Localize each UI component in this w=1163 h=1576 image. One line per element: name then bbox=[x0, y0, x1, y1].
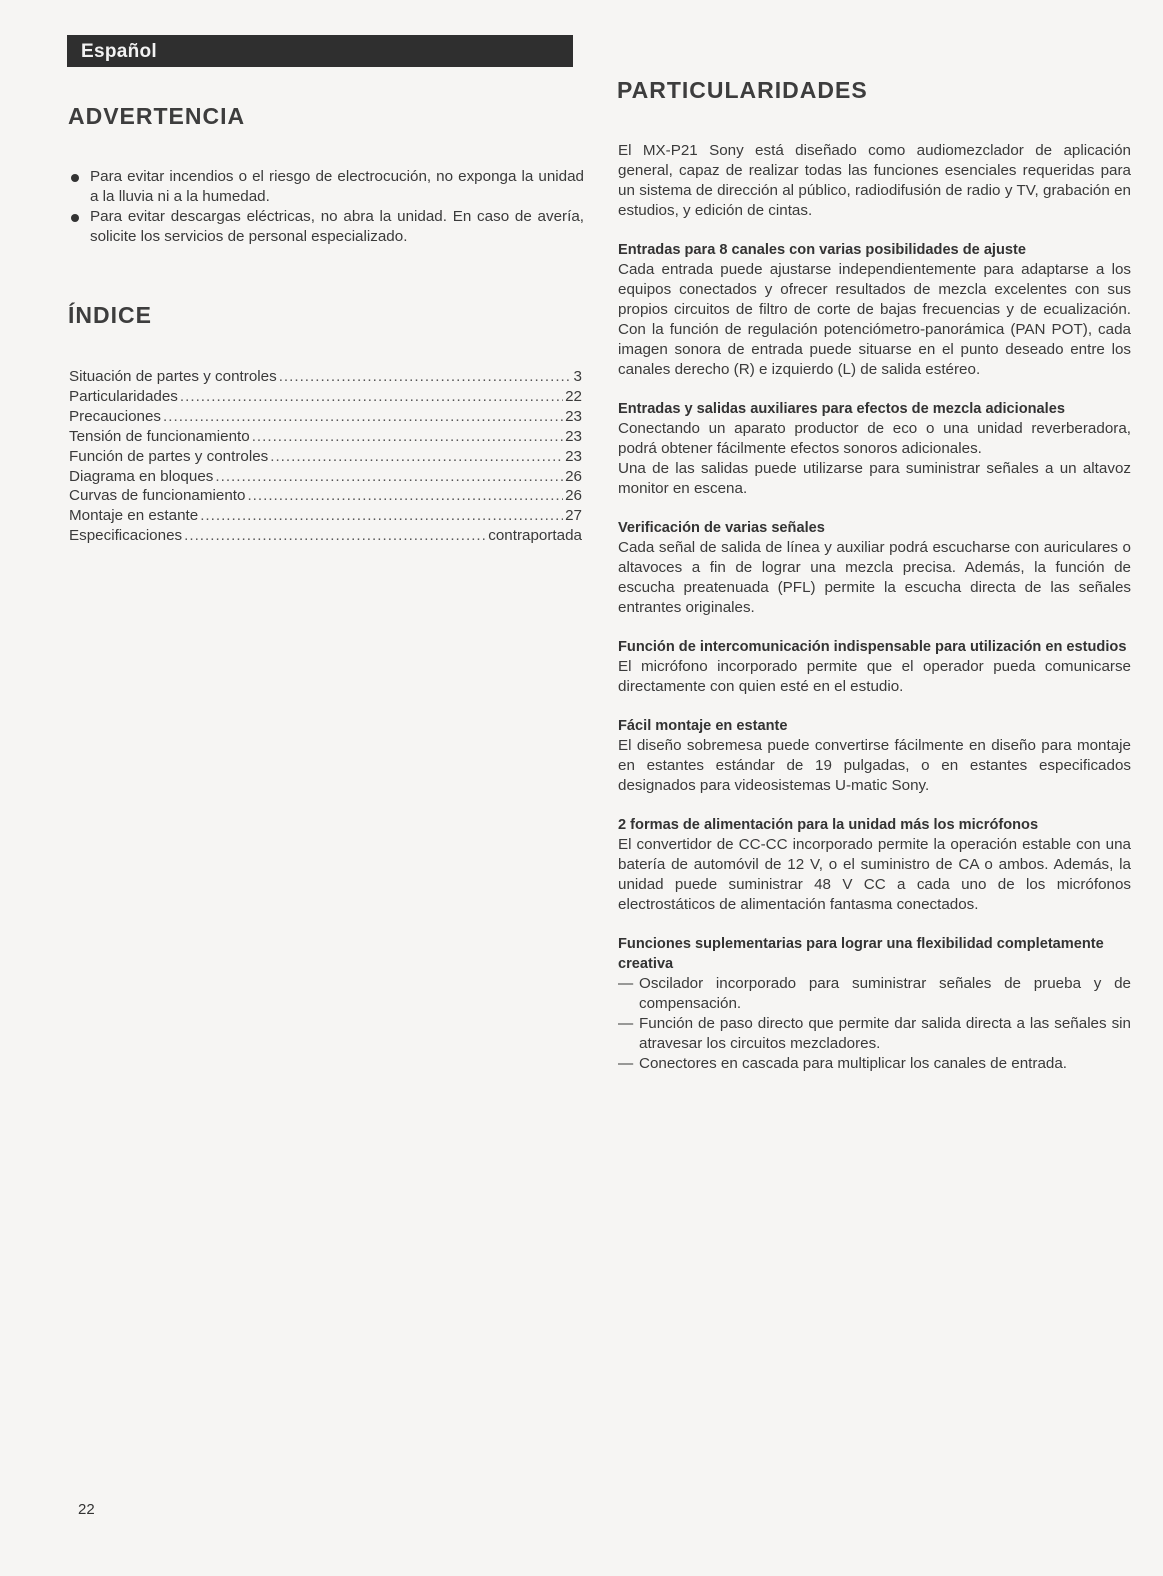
toc-entry[interactable] bbox=[69, 387, 582, 407]
feature-body: Conectando un aparato productor de eco o una unidad reverberadora, podrá obtener fácilmente efectos sonoros adicionales. bbox=[618, 420, 1131, 457]
feature-body: Cada entrada puede ajustarse independientemente para adaptarse a los equipos conectados y ofrecer resultados de mezcla excelentes con sus propios circuitos de filtro de corte de bajas frecuencias y de ecualización. Con la función de regulación potenciómetro-panorámica (PAN POT), cada imagen sonora de entrada puede situarse en el punto deseado entre los canales derecho (R) e izquierdo (L) de salida estéreo. bbox=[618, 261, 1131, 378]
toc-label: Diagrama en bloques bbox=[69, 467, 214, 485]
toc-page: contraportada bbox=[488, 527, 582, 545]
feature-section bbox=[618, 399, 1131, 499]
list-item: — Conectores en cascada para multiplicar los canales de entrada. bbox=[618, 1054, 1131, 1074]
feature-body: Una de las salidas puede utilizarse para suministrar señales a un altavoz monitor en escena. bbox=[618, 460, 1131, 497]
toc-page: 27 bbox=[565, 507, 582, 525]
toc-page: 26 bbox=[565, 487, 582, 505]
warning-item: Para evitar descargas eléctricas, no abra la unidad. En caso de avería, solicite los servicios de personal especializado. bbox=[68, 207, 584, 247]
toc-label: Tensión de funcionamiento bbox=[69, 427, 250, 445]
toc-entry[interactable] bbox=[69, 467, 582, 487]
feature-body: El diseño sobremesa puede convertirse fácilmente en diseño para montaje en estantes estándar de 19 pulgadas, o en estantes especificados designados para videosistemas U-matic Sony. bbox=[618, 737, 1131, 794]
feature-section bbox=[618, 815, 1131, 915]
feature-heading: Función de intercomunicación indispensable para utilización en estudios bbox=[618, 639, 1127, 655]
toc-label: Curvas de funcionamiento bbox=[69, 487, 246, 505]
toc-entry[interactable] bbox=[69, 407, 582, 427]
toc-label: Especificaciones bbox=[69, 527, 183, 545]
feature-body: Cada señal de salida de línea y auxiliar podrá escucharse con auriculares o altavoces a fin de lograr una mezcla precisa. Además, la función de escucha preatenuada (PFL) permite la escucha directa de las señales entrantes originales. bbox=[618, 539, 1131, 616]
toc-page: 23 bbox=[565, 447, 582, 465]
feature-heading: Funciones suplementarias para lograr una flexibilidad completamente creativa bbox=[618, 936, 1104, 972]
toc-page: 23 bbox=[565, 407, 582, 425]
supplementary-functions-list bbox=[618, 974, 1131, 1074]
toc-leader bbox=[163, 407, 563, 427]
warning-item: Para evitar incendios o el riesgo de electrocución, no exponga la unidad a la lluvia ni a la humedad. bbox=[68, 167, 584, 207]
advertencia-heading: ADVERTENCIA bbox=[68, 103, 246, 129]
toc-entry[interactable] bbox=[69, 447, 582, 467]
toc-leader bbox=[184, 526, 486, 546]
toc-leader bbox=[247, 486, 563, 506]
feature-body: El convertidor de CC-CC incorporado permite la operación estable con una batería de automóvil de 12 V, o el suministro de CA o ambos. Además, la unidad puede suministrar 48 V CC a cada uno de los micrófonos electrostáticos de alimentación fantasma conectados. bbox=[618, 836, 1131, 913]
list-item: — Oscilador incorporado para suministrar señales de prueba y de compensación. bbox=[618, 974, 1131, 1014]
language-label: Español bbox=[81, 41, 158, 62]
toc-label: Función de partes y controles bbox=[69, 447, 269, 465]
toc-leader bbox=[270, 447, 563, 467]
page-number: 22 bbox=[78, 1501, 95, 1518]
table-of-contents bbox=[69, 367, 582, 546]
features-intro: El MX-P21 Sony está diseñado como audiomezclador de aplicación general, capaz de realizar todas las funciones esenciales requeridas para un sistema de dirección al público, radiodifusión de radio y TV, grabación en estudios, y edición de cintas. bbox=[618, 142, 1131, 219]
warning-list bbox=[68, 167, 584, 247]
feature-section bbox=[618, 518, 1131, 618]
toc-entry[interactable] bbox=[69, 427, 582, 447]
indice-heading: ÍNDICE bbox=[68, 302, 152, 328]
toc-leader bbox=[180, 387, 563, 407]
particularidades-heading: PARTICULARIDADES bbox=[617, 77, 868, 103]
toc-entry[interactable] bbox=[69, 506, 582, 526]
feature-heading: Entradas y salidas auxiliares para efectos de mezcla adicionales bbox=[618, 401, 1065, 417]
feature-section bbox=[618, 716, 1131, 796]
feature-heading: Verificación de varias señales bbox=[618, 520, 825, 536]
toc-entry[interactable] bbox=[69, 367, 582, 387]
language-header-bar bbox=[67, 35, 573, 67]
toc-entry[interactable] bbox=[69, 486, 582, 506]
list-item: — Función de paso directo que permite dar salida directa a las señales sin atravesar los circuitos mezcladores. bbox=[618, 1014, 1131, 1054]
feature-section bbox=[618, 934, 1131, 1074]
toc-label: Montaje en estante bbox=[69, 507, 199, 525]
toc-page: 26 bbox=[565, 467, 582, 485]
toc-label: Particularidades bbox=[69, 387, 178, 405]
toc-label: Situación de partes y controles bbox=[69, 368, 277, 385]
toc-label: Precauciones bbox=[69, 407, 162, 425]
feature-section bbox=[618, 637, 1131, 697]
toc-entry[interactable] bbox=[69, 526, 582, 546]
toc-leader bbox=[215, 467, 563, 487]
toc-page: 22 bbox=[565, 387, 582, 405]
toc-leader bbox=[200, 506, 563, 526]
toc-leader bbox=[252, 427, 563, 447]
feature-heading: 2 formas de alimentación para la unidad más los micrófonos bbox=[618, 817, 1039, 833]
feature-heading: Entradas para 8 canales con varias posibilidades de ajuste bbox=[618, 242, 1026, 258]
feature-body: El micrófono incorporado permite que el operador pueda comunicarse directamente con quien esté en el estudio. bbox=[618, 658, 1131, 695]
toc-leader bbox=[279, 367, 572, 387]
feature-section bbox=[618, 240, 1131, 380]
feature-heading: Fácil montaje en estante bbox=[618, 718, 788, 734]
toc-page: 3 bbox=[573, 368, 582, 385]
toc-page: 23 bbox=[565, 427, 582, 445]
features-column bbox=[618, 141, 1131, 1074]
